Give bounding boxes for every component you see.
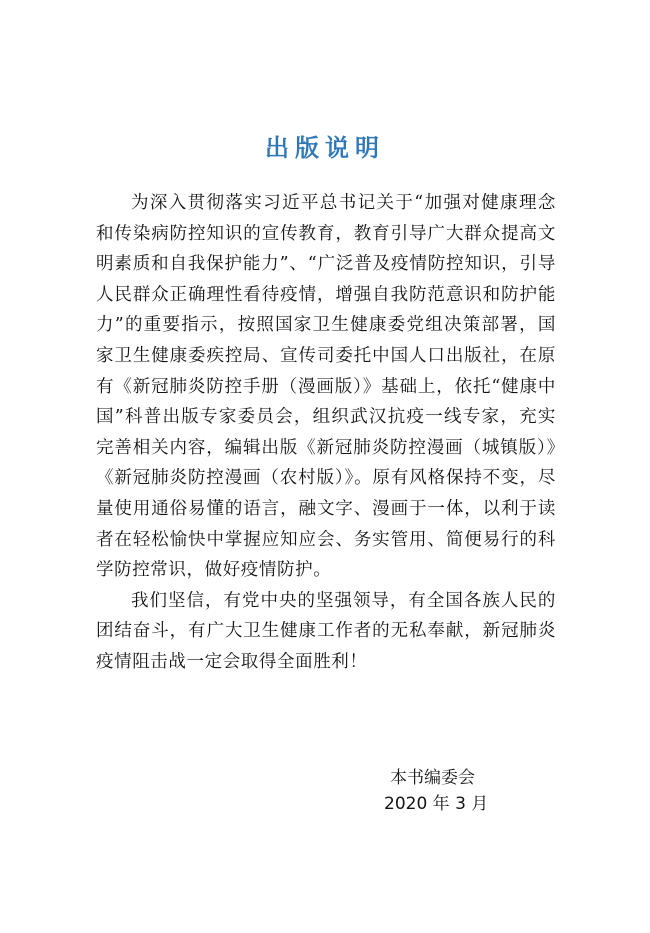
document-body [96, 188, 556, 678]
paragraph-conclusion: 我们坚信，有党中央的坚强领导，有全国各族人民的团结奋斗，有广大卫生健康工作者的无私奉献，新冠肺炎疫情阻击战一定会取得全面胜利！ [96, 590, 556, 672]
page-title: 出版说明 [265, 134, 385, 162]
signature-block [384, 765, 544, 817]
signature-org: 本书编委会 [390, 768, 475, 788]
paragraph-intro: 为深入贯彻落实习近平总书记关于“加强对健康理念和传染病防控知识的宣传教育，教育引导广大群众提高文明素质和自我保护能力”、“广泛普及疫情防控知识，引导人民群众正确理性看待疫情，增强自我防范意识和防护能力”的重要指示，按照国家卫生健康委党组决策部署，国家卫生健康委疾控局、宣传司委托中国人口出版社，在原有《新冠肺炎防控手册（漫画版）》基础上，依托“健康中国”科普出版专家委员会，组织武汉抗疫一线专家，充实完善相关内容，编辑出版《新冠肺炎防控漫画（城镇版）》《新冠肺炎防控漫画（农村版）》。原有风格保持不变，尽量使用通俗易懂的语言，融文字、漫画于一体，以利于读者在轻松愉快中掌握应知应会、务实管用、简便易行的科学防控常识，做好疫情防护。 [96, 193, 556, 581]
signature-date: 2020 年 3 月 [384, 794, 489, 814]
